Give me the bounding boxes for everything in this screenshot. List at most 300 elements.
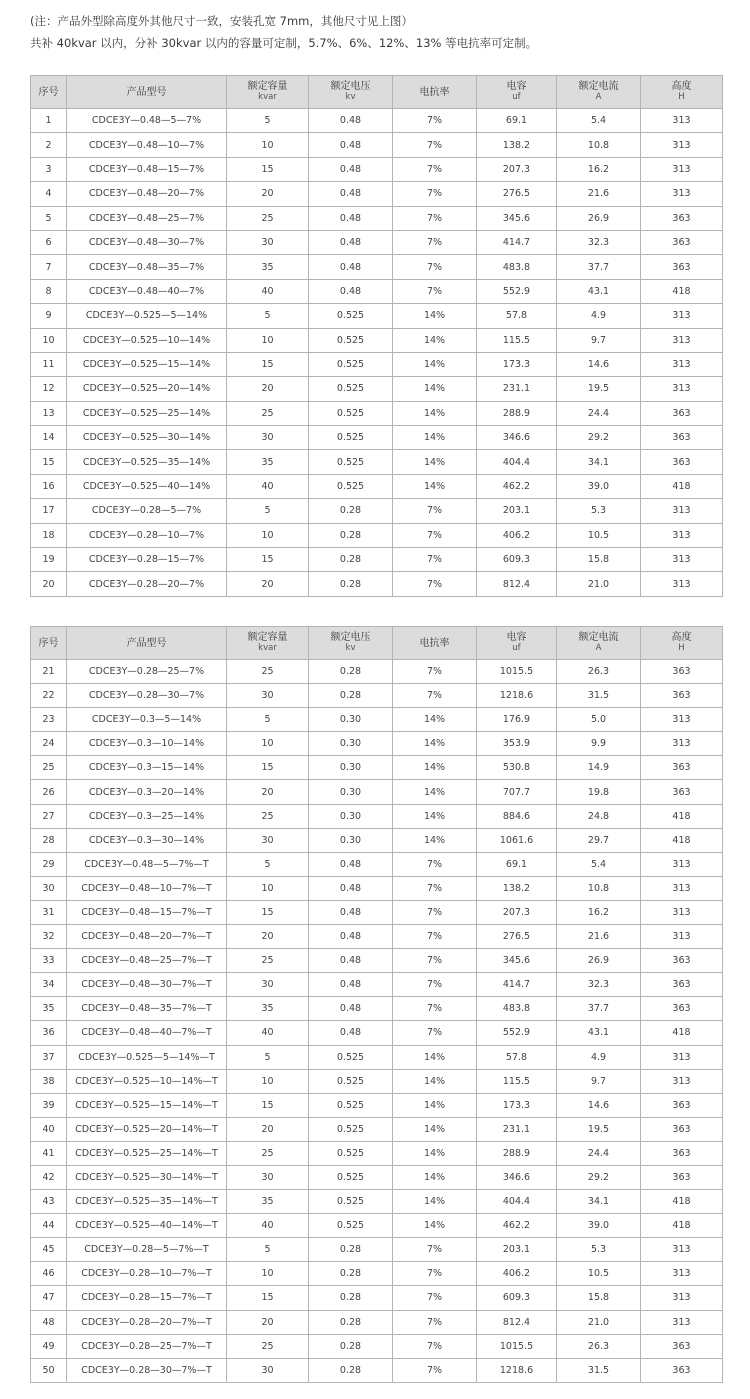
cell-model: CDCE3Y—0.525—20—14%—T	[67, 1117, 227, 1141]
cell-seq: 12	[31, 377, 67, 401]
table-row	[31, 660, 723, 684]
cell-height: 313	[641, 109, 723, 133]
cell-current: 31.5	[557, 684, 641, 708]
cell-model: CDCE3Y—0.48—10—7%—T	[67, 876, 227, 900]
cell-model: CDCE3Y—0.3—20—14%	[67, 780, 227, 804]
cell-voltage: 0.48	[309, 949, 393, 973]
cell-seq: 37	[31, 1045, 67, 1069]
cell-height: 313	[641, 1310, 723, 1334]
cell-reactance: 7%	[393, 925, 477, 949]
cell-seq: 8	[31, 279, 67, 303]
cell-capacitance: 57.8	[477, 304, 557, 328]
cell-model: CDCE3Y—0.525—30—14%	[67, 426, 227, 450]
cell-height: 313	[641, 523, 723, 547]
cell-voltage: 0.525	[309, 1190, 393, 1214]
cell-capacitance: 462.2	[477, 474, 557, 498]
cell-model: CDCE3Y—0.525—35—14%—T	[67, 1190, 227, 1214]
cell-reactance: 14%	[393, 328, 477, 352]
header-seq: 序号	[31, 627, 67, 660]
table-row	[31, 499, 723, 523]
cell-current: 29.2	[557, 426, 641, 450]
cell-model: CDCE3Y—0.3—15—14%	[67, 756, 227, 780]
cell-voltage: 0.28	[309, 523, 393, 547]
cell-capacity: 40	[227, 279, 309, 303]
cell-seq: 24	[31, 732, 67, 756]
cell-reactance: 14%	[393, 1165, 477, 1189]
table-row	[31, 1190, 723, 1214]
cell-capacity: 30	[227, 684, 309, 708]
cell-height: 363	[641, 1141, 723, 1165]
cell-capacity: 5	[227, 1238, 309, 1262]
cell-voltage: 0.525	[309, 474, 393, 498]
cell-height: 313	[641, 708, 723, 732]
header-capacity: 额定容量 kvar	[227, 627, 309, 660]
cell-model: CDCE3Y—0.525—5—14%	[67, 304, 227, 328]
table-row	[31, 182, 723, 206]
cell-height: 313	[641, 900, 723, 924]
cell-capacitance: 530.8	[477, 756, 557, 780]
cell-reactance: 14%	[393, 1190, 477, 1214]
cell-model: CDCE3Y—0.48—25—7%—T	[67, 949, 227, 973]
cell-height: 363	[641, 1093, 723, 1117]
cell-capacitance: 207.3	[477, 157, 557, 181]
cell-voltage: 0.48	[309, 973, 393, 997]
cell-current: 37.7	[557, 255, 641, 279]
cell-capacitance: 69.1	[477, 852, 557, 876]
cell-reactance: 7%	[393, 279, 477, 303]
cell-seq: 6	[31, 230, 67, 254]
cell-current: 26.9	[557, 206, 641, 230]
header-model: 产品型号	[67, 76, 227, 109]
cell-model: CDCE3Y—0.48—30—7%—T	[67, 973, 227, 997]
cell-model: CDCE3Y—0.28—5—7%—T	[67, 1238, 227, 1262]
table-row	[31, 523, 723, 547]
cell-capacity: 40	[227, 474, 309, 498]
cell-capacitance: 1218.6	[477, 684, 557, 708]
cell-capacity: 10	[227, 328, 309, 352]
cell-current: 10.5	[557, 523, 641, 547]
cell-reactance: 14%	[393, 828, 477, 852]
cell-model: CDCE3Y—0.48—35—7%—T	[67, 997, 227, 1021]
cell-height: 418	[641, 1214, 723, 1238]
table-row	[31, 1117, 723, 1141]
cell-current: 29.2	[557, 1165, 641, 1189]
cell-height: 313	[641, 499, 723, 523]
notes	[30, 10, 730, 54]
cell-seq: 45	[31, 1238, 67, 1262]
table-row	[31, 708, 723, 732]
cell-capacity: 15	[227, 756, 309, 780]
cell-capacity: 20	[227, 1117, 309, 1141]
cell-voltage: 0.28	[309, 1310, 393, 1334]
cell-model: CDCE3Y—0.28—25—7%	[67, 660, 227, 684]
cell-current: 5.3	[557, 499, 641, 523]
table-row	[31, 279, 723, 303]
cell-current: 19.5	[557, 1117, 641, 1141]
cell-capacity: 20	[227, 572, 309, 596]
cell-current: 21.0	[557, 572, 641, 596]
cell-capacitance: 1015.5	[477, 660, 557, 684]
cell-capacity: 25	[227, 1141, 309, 1165]
cell-capacitance: 552.9	[477, 279, 557, 303]
table-row	[31, 804, 723, 828]
cell-capacitance: 1061.6	[477, 828, 557, 852]
table-row	[31, 1262, 723, 1286]
cell-reactance: 7%	[393, 1021, 477, 1045]
header-current: 额定电流 A	[557, 76, 641, 109]
header-voltage: 额定电压 kv	[309, 76, 393, 109]
note-dimensions: (注：产品外型除高度外其他尺寸一致，安装孔宽 7mm，其他尺寸见上图）	[30, 14, 413, 28]
cell-height: 313	[641, 925, 723, 949]
cell-seq: 25	[31, 756, 67, 780]
cell-capacitance: 115.5	[477, 1069, 557, 1093]
cell-seq: 20	[31, 572, 67, 596]
cell-current: 5.4	[557, 852, 641, 876]
cell-model: CDCE3Y—0.525—10—14%	[67, 328, 227, 352]
cell-model: CDCE3Y—0.3—30—14%	[67, 828, 227, 852]
cell-voltage: 0.525	[309, 1045, 393, 1069]
cell-seq: 13	[31, 401, 67, 425]
cell-seq: 5	[31, 206, 67, 230]
cell-model: CDCE3Y—0.28—20—7%	[67, 572, 227, 596]
cell-model: CDCE3Y—0.3—25—14%	[67, 804, 227, 828]
table-row	[31, 1093, 723, 1117]
cell-capacity: 25	[227, 401, 309, 425]
header-reactance: 电抗率	[393, 76, 477, 109]
cell-model: CDCE3Y—0.28—15—7%—T	[67, 1286, 227, 1310]
cell-reactance: 7%	[393, 852, 477, 876]
table-row	[31, 328, 723, 352]
cell-voltage: 0.30	[309, 828, 393, 852]
spec-table-2	[30, 626, 723, 1383]
cell-current: 15.8	[557, 1286, 641, 1310]
cell-capacity: 35	[227, 450, 309, 474]
header-height: 高度 H	[641, 76, 723, 109]
cell-current: 24.4	[557, 401, 641, 425]
cell-reactance: 7%	[393, 1286, 477, 1310]
cell-seq: 27	[31, 804, 67, 828]
cell-reactance: 14%	[393, 474, 477, 498]
cell-reactance: 7%	[393, 1310, 477, 1334]
cell-height: 313	[641, 876, 723, 900]
cell-reactance: 7%	[393, 973, 477, 997]
cell-current: 16.2	[557, 900, 641, 924]
cell-capacitance: 207.3	[477, 900, 557, 924]
cell-model: CDCE3Y—0.28—15—7%	[67, 548, 227, 572]
cell-voltage: 0.48	[309, 1021, 393, 1045]
cell-model: CDCE3Y—0.48—10—7%	[67, 133, 227, 157]
cell-height: 313	[641, 1286, 723, 1310]
cell-seq: 22	[31, 684, 67, 708]
cell-seq: 1	[31, 109, 67, 133]
cell-current: 4.9	[557, 304, 641, 328]
cell-current: 5.0	[557, 708, 641, 732]
cell-voltage: 0.28	[309, 499, 393, 523]
cell-height: 313	[641, 732, 723, 756]
cell-seq: 44	[31, 1214, 67, 1238]
cell-model: CDCE3Y—0.28—30—7%—T	[67, 1358, 227, 1382]
cell-model: CDCE3Y—0.525—40—14%	[67, 474, 227, 498]
cell-seq: 4	[31, 182, 67, 206]
table-row	[31, 852, 723, 876]
cell-capacity: 5	[227, 852, 309, 876]
cell-height: 363	[641, 255, 723, 279]
cell-reactance: 14%	[393, 804, 477, 828]
cell-capacity: 10	[227, 1262, 309, 1286]
cell-seq: 32	[31, 925, 67, 949]
cell-voltage: 0.48	[309, 876, 393, 900]
table-row	[31, 377, 723, 401]
cell-voltage: 0.48	[309, 925, 393, 949]
table-row	[31, 684, 723, 708]
cell-seq: 21	[31, 660, 67, 684]
cell-reactance: 14%	[393, 1069, 477, 1093]
cell-voltage: 0.30	[309, 780, 393, 804]
cell-current: 29.7	[557, 828, 641, 852]
cell-height: 363	[641, 401, 723, 425]
cell-capacity: 5	[227, 304, 309, 328]
cell-reactance: 7%	[393, 255, 477, 279]
cell-current: 21.6	[557, 182, 641, 206]
cell-current: 43.1	[557, 279, 641, 303]
cell-capacity: 30	[227, 973, 309, 997]
table-row	[31, 780, 723, 804]
cell-reactance: 14%	[393, 304, 477, 328]
cell-current: 43.1	[557, 1021, 641, 1045]
cell-capacitance: 345.6	[477, 206, 557, 230]
cell-capacitance: 1218.6	[477, 1358, 557, 1382]
cell-current: 34.1	[557, 450, 641, 474]
cell-current: 4.9	[557, 1045, 641, 1069]
cell-current: 32.3	[557, 230, 641, 254]
table-2-body	[31, 660, 723, 1383]
cell-capacitance: 203.1	[477, 1238, 557, 1262]
cell-model: CDCE3Y—0.525—5—14%—T	[67, 1045, 227, 1069]
cell-height: 418	[641, 804, 723, 828]
cell-seq: 38	[31, 1069, 67, 1093]
cell-voltage: 0.48	[309, 182, 393, 206]
cell-current: 26.3	[557, 660, 641, 684]
header-height: 高度 H	[641, 627, 723, 660]
cell-voltage: 0.48	[309, 157, 393, 181]
note-customization: 共补 40kvar 以内，分补 30kvar 以内的容量可定制，5.7%、6%、12%、13% 等电抗率可定制。	[30, 36, 538, 50]
cell-height: 313	[641, 157, 723, 181]
cell-capacity: 5	[227, 1045, 309, 1069]
cell-reactance: 7%	[393, 182, 477, 206]
cell-height: 313	[641, 133, 723, 157]
cell-reactance: 14%	[393, 732, 477, 756]
table-1-body	[31, 109, 723, 597]
table-row	[31, 973, 723, 997]
cell-current: 21.0	[557, 1310, 641, 1334]
cell-current: 32.3	[557, 973, 641, 997]
cell-voltage: 0.28	[309, 572, 393, 596]
cell-height: 313	[641, 304, 723, 328]
cell-seq: 46	[31, 1262, 67, 1286]
table-row	[31, 426, 723, 450]
cell-model: CDCE3Y—0.525—20—14%	[67, 377, 227, 401]
cell-capacity: 30	[227, 1358, 309, 1382]
cell-capacitance: 276.5	[477, 182, 557, 206]
table-row	[31, 1165, 723, 1189]
spec-table-1	[30, 75, 723, 597]
cell-height: 363	[641, 206, 723, 230]
table-row	[31, 1021, 723, 1045]
cell-height: 313	[641, 548, 723, 572]
cell-height: 363	[641, 1117, 723, 1141]
cell-model: CDCE3Y—0.48—40—7%—T	[67, 1021, 227, 1045]
cell-current: 24.4	[557, 1141, 641, 1165]
cell-model: CDCE3Y—0.48—30—7%	[67, 230, 227, 254]
cell-seq: 19	[31, 548, 67, 572]
cell-model: CDCE3Y—0.48—25—7%	[67, 206, 227, 230]
header-reactance: 电抗率	[393, 627, 477, 660]
cell-current: 10.8	[557, 133, 641, 157]
cell-voltage: 0.525	[309, 450, 393, 474]
cell-seq: 23	[31, 708, 67, 732]
cell-model: CDCE3Y—0.48—15—7%—T	[67, 900, 227, 924]
cell-capacitance: 176.9	[477, 708, 557, 732]
cell-capacitance: 138.2	[477, 133, 557, 157]
cell-height: 363	[641, 1165, 723, 1189]
cell-reactance: 14%	[393, 1214, 477, 1238]
table-row	[31, 255, 723, 279]
cell-reactance: 7%	[393, 900, 477, 924]
cell-capacitance: 609.3	[477, 1286, 557, 1310]
cell-reactance: 7%	[393, 1238, 477, 1262]
cell-height: 363	[641, 684, 723, 708]
cell-capacitance: 812.4	[477, 572, 557, 596]
cell-voltage: 0.48	[309, 109, 393, 133]
cell-capacitance: 404.4	[477, 450, 557, 474]
cell-capacitance: 57.8	[477, 1045, 557, 1069]
cell-height: 313	[641, 377, 723, 401]
cell-capacity: 25	[227, 949, 309, 973]
cell-height: 313	[641, 1238, 723, 1262]
cell-capacitance: 406.2	[477, 1262, 557, 1286]
cell-capacity: 15	[227, 1093, 309, 1117]
cell-capacity: 30	[227, 1165, 309, 1189]
cell-reactance: 7%	[393, 1262, 477, 1286]
table-header-row	[31, 627, 723, 660]
cell-reactance: 7%	[393, 1358, 477, 1382]
cell-current: 16.2	[557, 157, 641, 181]
cell-capacity: 10	[227, 876, 309, 900]
cell-seq: 50	[31, 1358, 67, 1382]
cell-height: 313	[641, 852, 723, 876]
cell-capacity: 30	[227, 828, 309, 852]
cell-capacity: 5	[227, 708, 309, 732]
table-row	[31, 828, 723, 852]
cell-capacity: 25	[227, 1334, 309, 1358]
cell-seq: 33	[31, 949, 67, 973]
cell-voltage: 0.48	[309, 279, 393, 303]
cell-current: 21.6	[557, 925, 641, 949]
cell-seq: 36	[31, 1021, 67, 1045]
cell-capacitance: 345.6	[477, 949, 557, 973]
table-row	[31, 133, 723, 157]
cell-capacity: 20	[227, 925, 309, 949]
cell-height: 313	[641, 572, 723, 596]
cell-capacitance: 203.1	[477, 499, 557, 523]
cell-current: 9.9	[557, 732, 641, 756]
cell-voltage: 0.525	[309, 352, 393, 376]
table-row	[31, 450, 723, 474]
cell-reactance: 7%	[393, 876, 477, 900]
cell-reactance: 7%	[393, 133, 477, 157]
cell-model: CDCE3Y—0.28—30—7%	[67, 684, 227, 708]
cell-capacitance: 609.3	[477, 548, 557, 572]
table-row	[31, 1045, 723, 1069]
cell-reactance: 14%	[393, 780, 477, 804]
table-row	[31, 1358, 723, 1382]
cell-current: 19.8	[557, 780, 641, 804]
cell-voltage: 0.525	[309, 1093, 393, 1117]
cell-seq: 15	[31, 450, 67, 474]
cell-reactance: 14%	[393, 377, 477, 401]
cell-reactance: 7%	[393, 499, 477, 523]
cell-seq: 18	[31, 523, 67, 547]
cell-capacitance: 406.2	[477, 523, 557, 547]
cell-model: CDCE3Y—0.48—15—7%	[67, 157, 227, 181]
cell-height: 418	[641, 279, 723, 303]
cell-seq: 11	[31, 352, 67, 376]
table-row	[31, 352, 723, 376]
cell-model: CDCE3Y—0.48—5—7%—T	[67, 852, 227, 876]
cell-capacitance: 353.9	[477, 732, 557, 756]
cell-capacitance: 173.3	[477, 352, 557, 376]
cell-voltage: 0.30	[309, 708, 393, 732]
cell-current: 14.6	[557, 352, 641, 376]
cell-model: CDCE3Y—0.525—30—14%—T	[67, 1165, 227, 1189]
cell-voltage: 0.48	[309, 230, 393, 254]
cell-current: 31.5	[557, 1358, 641, 1382]
cell-current: 5.3	[557, 1238, 641, 1262]
cell-capacity: 20	[227, 1310, 309, 1334]
cell-model: CDCE3Y—0.3—5—14%	[67, 708, 227, 732]
cell-seq: 26	[31, 780, 67, 804]
cell-model: CDCE3Y—0.525—35—14%	[67, 450, 227, 474]
cell-model: CDCE3Y—0.48—20—7%	[67, 182, 227, 206]
cell-current: 19.5	[557, 377, 641, 401]
cell-height: 363	[641, 780, 723, 804]
cell-seq: 28	[31, 828, 67, 852]
cell-current: 9.7	[557, 1069, 641, 1093]
table-row	[31, 206, 723, 230]
cell-height: 418	[641, 474, 723, 498]
cell-reactance: 7%	[393, 523, 477, 547]
cell-capacity: 15	[227, 157, 309, 181]
cell-model: CDCE3Y—0.28—20—7%—T	[67, 1310, 227, 1334]
cell-reactance: 14%	[393, 1093, 477, 1117]
cell-capacitance: 1015.5	[477, 1334, 557, 1358]
cell-current: 10.8	[557, 876, 641, 900]
cell-capacity: 20	[227, 377, 309, 401]
cell-seq: 34	[31, 973, 67, 997]
table-row	[31, 925, 723, 949]
cell-current: 24.8	[557, 804, 641, 828]
cell-voltage: 0.30	[309, 732, 393, 756]
cell-reactance: 7%	[393, 1334, 477, 1358]
cell-height: 313	[641, 352, 723, 376]
cell-voltage: 0.525	[309, 328, 393, 352]
cell-seq: 3	[31, 157, 67, 181]
cell-capacitance: 276.5	[477, 925, 557, 949]
cell-current: 10.5	[557, 1262, 641, 1286]
header-seq: 序号	[31, 76, 67, 109]
cell-capacity: 10	[227, 523, 309, 547]
cell-capacitance: 288.9	[477, 401, 557, 425]
